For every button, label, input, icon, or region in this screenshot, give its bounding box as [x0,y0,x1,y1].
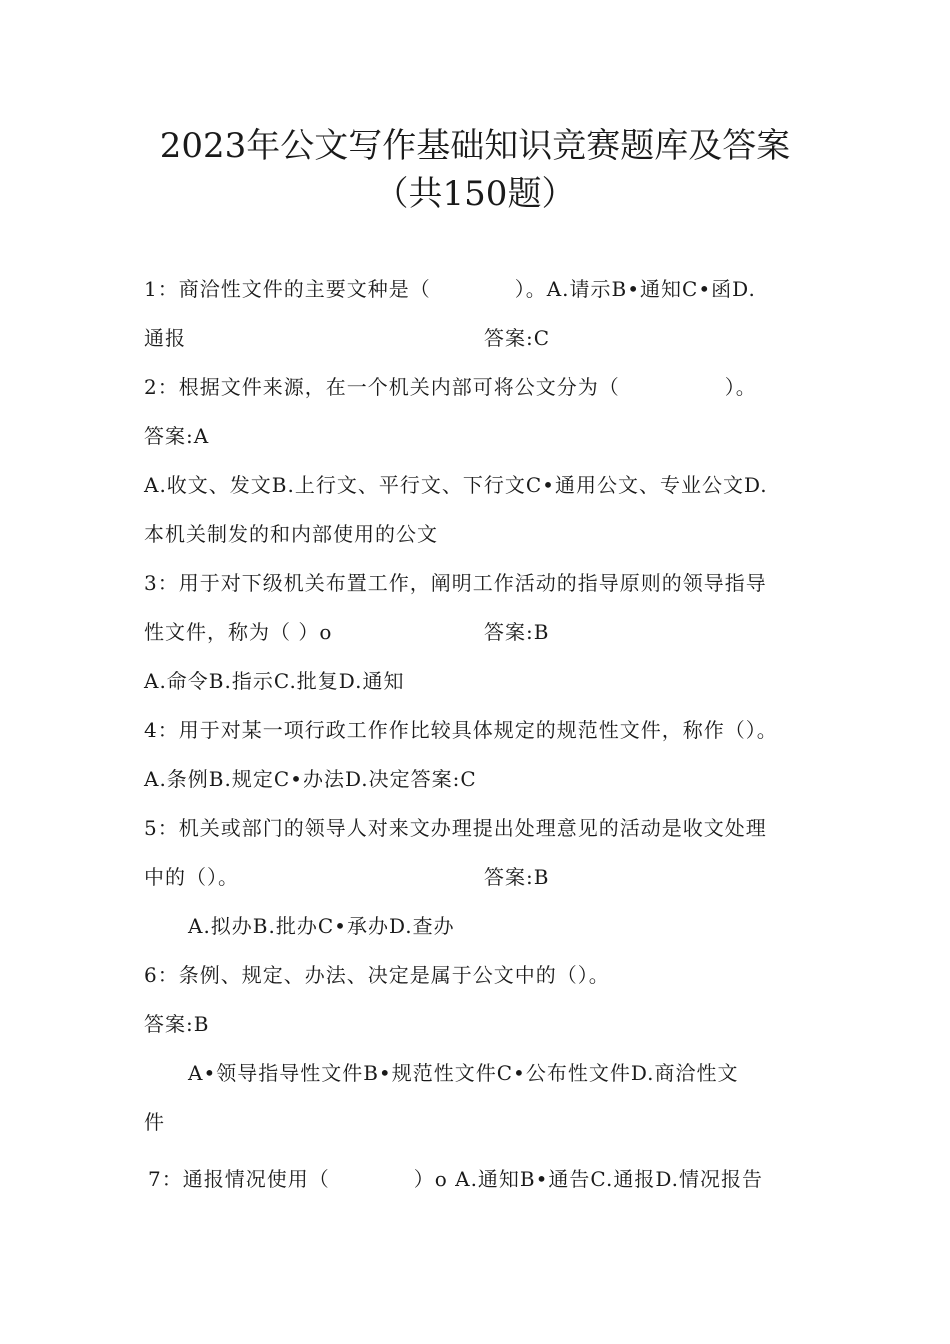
text-line: 7：通报情况使用（ ）o A.通知B•通告C.通报D.情况报告 [148,1167,764,1191]
text-line: A.收文、发文B.上行文、平行文、下行文C•通用公文、专业公文D. [144,473,768,497]
text-line: 4：用于对某一项行政工作作比较具体规定的规范性文件，称作（）。 [144,718,778,742]
text-line: 答案:C [484,326,551,350]
text-line: A.条例B.规定C•办法D.决定答案:C [144,767,477,791]
text-line: 答案:B [484,865,550,889]
text-line: A.拟办B.批办C•承办D.查办 [188,914,455,938]
text-line: 1：商洽性文件的主要文种是（ ）。A.请示B•通知C•函D. [144,277,756,301]
text-line: 中的（）。 [144,865,239,889]
text-line: 本机关制发的和内部使用的公文 [144,522,438,546]
text-line: 件 [144,1110,165,1134]
text-line: 答案:A [144,424,210,448]
text-line: 答案:B [144,1012,210,1036]
text-line: 6：条例、规定、办法、决定是属于公文中的（）。 [144,963,610,987]
text-line: 通报 [144,326,186,350]
document-title-line-1: 2023年公文写作基础知识竞赛题库及答案 [159,126,791,166]
text-line: 答案:B [484,620,550,644]
text-line: A•领导指导性文件B•规范性文件C•公布性文件D.商洽性文 [188,1061,739,1085]
text-line: 3：用于对下级机关布置工作，阐明工作活动的指导原则的领导指导 [144,571,767,595]
text-line: A.命令B.指示C.批复D.通知 [144,669,405,693]
text-line: 性文件，称为（ ）o [144,620,333,644]
document-title-line-2: （共150题） [374,174,576,214]
text-line: 5：机关或部门的领导人对来文办理提出处理意见的活动是收文处理 [144,816,767,840]
text-line: 2：根据文件来源，在一个机关内部可将公文分为（ ）。 [144,375,757,399]
